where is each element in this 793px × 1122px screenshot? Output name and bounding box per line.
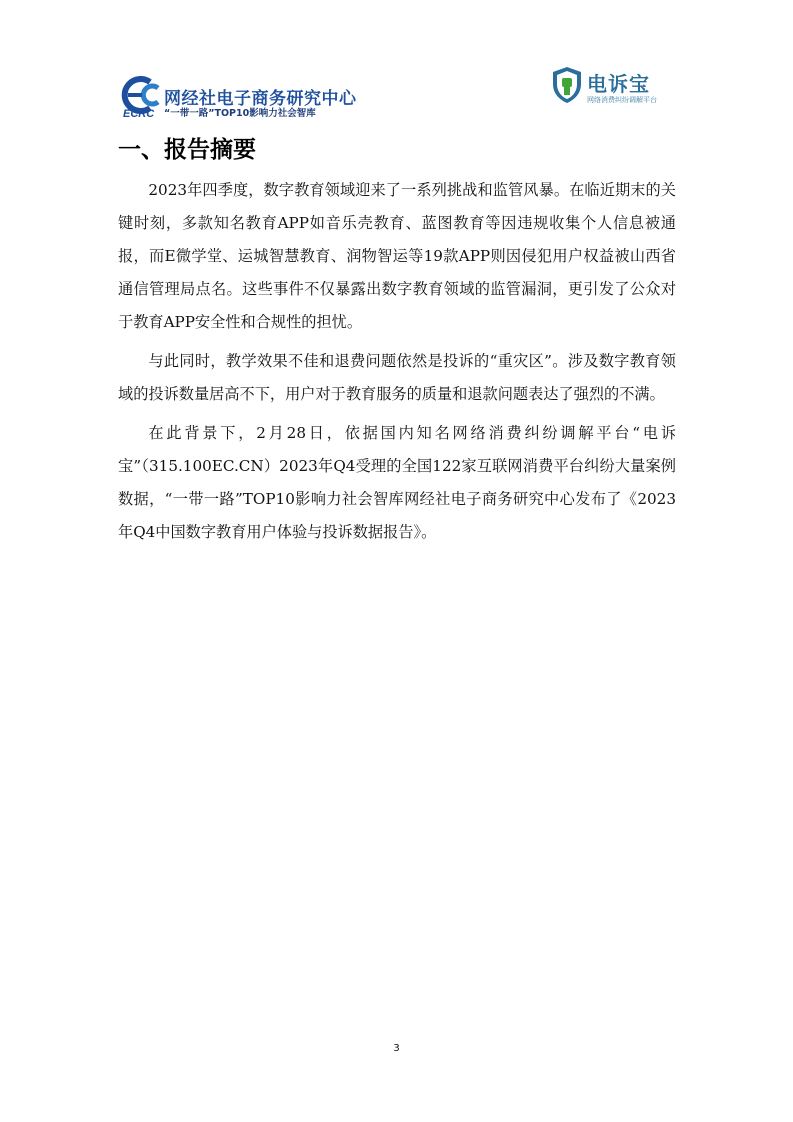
paragraph: 在此背景下，2月28日，依据国内知名网络消费纠纷调解平台“电诉宝”（315.100EC.CN）2023年Q4受理的全国122家互联网消费平台纠纷大量案例数据，“一带一路”TOP10影响力社会智库网经社电子商务研究中心发布了《2023年Q4中国数字教育用户体验与投诉数据报告》。: [118, 424, 676, 541]
ecrc-logo: [120, 76, 360, 122]
platform-name: 电诉宝: [587, 72, 650, 96]
platform-tagline: 网络消费纠纷调解平台: [587, 96, 657, 104]
org-slogan: “一带一路”TOP10影响力社会智库: [164, 108, 316, 119]
org-abbr: ECRC: [123, 108, 155, 120]
paragraph: 2023年四季度，数字教育领域迎来了一系列挑战和监管风暴。在临近期末的关键时刻，多款知名教育APP如音乐壳教育、蓝图教育等因违规收集个人信息被通报，而E微学堂、运城智慧教育、润物智运等19款APP则因侵犯用户权益被山西省通信管理局点名。这些事件不仅暴露出数字教育领域的监管漏洞，更引发了公众对于教育APP安全性和合规性的担忧。: [118, 181, 676, 331]
shield-fist-icon: [551, 66, 583, 104]
page-number: 3: [393, 1043, 400, 1054]
report-summary-body: [118, 174, 676, 555]
section-heading: 一、报告摘要: [118, 137, 256, 163]
paragraph: 与此同时，教学效果不佳和退费问题依然是投诉的“重灾区”。涉及数字教育领域的投诉数量居高不下，用户对于教育服务的质量和退款问题表达了强烈的不满。: [118, 352, 676, 403]
dsb-logo: [551, 66, 681, 110]
org-name: 网经社电子商务研究中心: [164, 89, 357, 109]
